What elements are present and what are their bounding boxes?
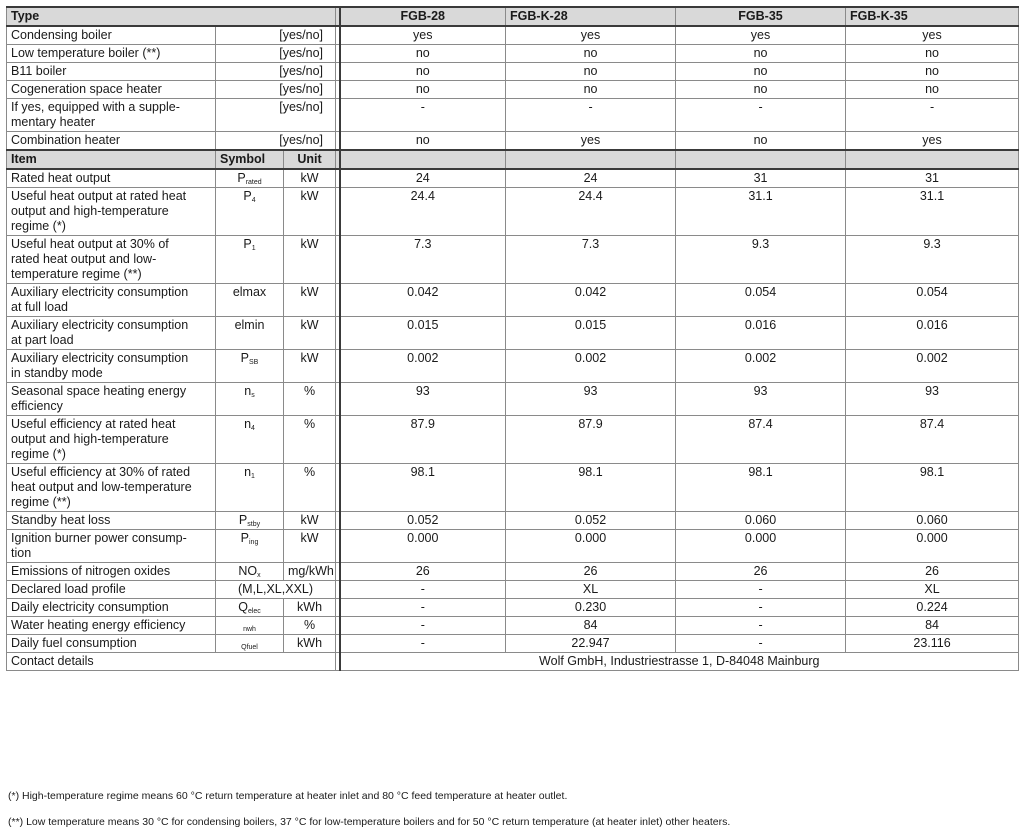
type-row-value: -	[676, 99, 846, 132]
item-label	[7, 581, 216, 599]
item-value: 87.4	[846, 416, 1019, 464]
item-symbol	[216, 284, 284, 317]
item-value: 0.224	[846, 599, 1019, 617]
item-value: 31.1	[846, 188, 1019, 236]
item-symbol	[216, 581, 336, 599]
item-value: 87.9	[506, 416, 676, 464]
item-value: 0.002	[340, 350, 506, 383]
type-row-value: no	[340, 81, 506, 99]
item-value: -	[340, 581, 506, 599]
item-value: 9.3	[676, 236, 846, 284]
item-symbol-subscript: 1	[251, 245, 256, 252]
item-value: 0.016	[676, 317, 846, 350]
type-row-value: no	[676, 63, 846, 81]
item-label-line: Daily fuel consumption	[11, 636, 137, 650]
item-value: 0.060	[846, 512, 1019, 530]
item-symbol-main: P	[238, 513, 248, 527]
item-unit: %	[284, 416, 336, 464]
item-value: 0.052	[506, 512, 676, 530]
item-symbol-subscript: 1	[251, 473, 255, 480]
item-value: 93	[340, 383, 506, 416]
item-value: -	[340, 635, 506, 653]
item-label	[7, 599, 216, 617]
item-value: 0.016	[846, 317, 1019, 350]
item-value: 7.3	[340, 236, 506, 284]
item-label	[7, 317, 216, 350]
item-row	[7, 383, 1019, 416]
item-label	[7, 284, 216, 317]
item-symbol-subscript: rated	[245, 179, 262, 186]
type-row-value: no	[506, 81, 676, 99]
item-unit: kWh	[284, 599, 336, 617]
item-symbol	[216, 530, 284, 563]
item-symbol-subscript: elec	[247, 608, 261, 615]
item-symbol-main: elmax	[232, 285, 267, 299]
item-unit: kW	[284, 284, 336, 317]
item-label	[7, 563, 216, 581]
item-value: 24	[340, 169, 506, 188]
type-row-value: no	[846, 63, 1019, 81]
item-header-blank	[676, 150, 846, 169]
item-symbol-main: Q	[238, 600, 248, 614]
item-value: 31.1	[676, 188, 846, 236]
type-row-unit: [yes/no]	[216, 99, 336, 132]
item-symbol-subscript: Qfuel	[241, 644, 258, 651]
item-symbol	[216, 563, 284, 581]
item-row	[7, 617, 1019, 635]
item-unit: kW	[284, 317, 336, 350]
item-label-line: regime (*)	[11, 447, 66, 461]
item-value: 0.002	[846, 350, 1019, 383]
item-row	[7, 512, 1019, 530]
type-row-unit: [yes/no]	[216, 132, 336, 151]
type-row	[7, 99, 1019, 132]
type-row-unit: [yes/no]	[216, 81, 336, 99]
item-symbol-subscript: SB	[249, 359, 259, 366]
item-value: 22.947	[506, 635, 676, 653]
item-value: 0.054	[846, 284, 1019, 317]
item-row	[7, 350, 1019, 383]
item-label-line: Auxiliary electricity consumption	[11, 351, 189, 365]
item-header-blank	[506, 150, 676, 169]
item-row	[7, 581, 1019, 599]
item-symbol-subscript: nwh	[243, 626, 256, 633]
item-value: 24.4	[506, 188, 676, 236]
item-label-line: efficiency	[11, 399, 63, 413]
item-unit: %	[284, 383, 336, 416]
item-value: 26	[846, 563, 1019, 581]
item-label	[7, 530, 216, 563]
item-symbol-main: P	[240, 351, 249, 365]
type-row-value: no	[506, 45, 676, 63]
item-symbol	[216, 512, 284, 530]
item-label	[7, 169, 216, 188]
item-row	[7, 236, 1019, 284]
item-value: 98.1	[340, 464, 506, 512]
item-unit: %	[284, 464, 336, 512]
item-row	[7, 317, 1019, 350]
item-value: 0.054	[676, 284, 846, 317]
item-value: -	[340, 617, 506, 635]
type-row-value: no	[340, 63, 506, 81]
type-row-unit: [yes/no]	[216, 45, 336, 63]
model-header-fgb-k-28: FGB-K-28	[506, 7, 676, 26]
type-row	[7, 63, 1019, 81]
type-row-value: yes	[340, 26, 506, 45]
item-value: 24.4	[340, 188, 506, 236]
item-symbol	[216, 383, 284, 416]
item-label-line: at full load	[11, 300, 68, 314]
item-unit: kW	[284, 236, 336, 284]
item-value: 0.060	[676, 512, 846, 530]
item-row	[7, 464, 1019, 512]
item-symbol-subscript: 4	[251, 425, 255, 432]
item-value: 26	[506, 563, 676, 581]
type-row-value: no	[676, 132, 846, 151]
item-label-line: Rated heat output	[11, 171, 111, 185]
item-label-line: Daily electricity consumption	[11, 600, 169, 614]
item-label	[7, 383, 216, 416]
footnote-low-temperature: (**) Low temperature means 30 °C for condensing boilers, 37 °C for low-temperature boilers and for 50 °C return temperature (at heater inlet) other heaters.	[8, 816, 731, 828]
item-value: 0.002	[506, 350, 676, 383]
item-label-line: regime (*)	[11, 219, 66, 233]
item-label	[7, 635, 216, 653]
item-label-line: at part load	[11, 333, 74, 347]
item-unit: %	[284, 617, 336, 635]
item-row	[7, 635, 1019, 653]
footnote-high-temperature: (*) High-temperature regime means 60 °C return temperature at heater inlet and 80 °C feed temperature at heater outlet.	[8, 790, 568, 802]
item-value: 23.116	[846, 635, 1019, 653]
item-value: -	[676, 635, 846, 653]
item-label-line: output and high-temperature	[11, 432, 169, 446]
item-value: 0.015	[340, 317, 506, 350]
item-value: 24	[506, 169, 676, 188]
item-value: XL	[506, 581, 676, 599]
item-row	[7, 563, 1019, 581]
item-label-line: Useful heat output at rated heat	[11, 189, 187, 203]
type-header-row	[7, 7, 1019, 26]
item-value: -	[676, 617, 846, 635]
item-label	[7, 188, 216, 236]
type-row-value: no	[846, 45, 1019, 63]
item-header-blank	[340, 150, 506, 169]
type-row-value: no	[340, 132, 506, 151]
item-value: 93	[846, 383, 1019, 416]
item-value: 26	[676, 563, 846, 581]
item-header-label: Item	[7, 150, 216, 169]
type-row-label-line: mentary heater	[11, 115, 96, 129]
type-header-label: Type	[7, 7, 336, 26]
item-symbol-main: P	[237, 171, 246, 185]
type-row-value: no	[846, 81, 1019, 99]
item-row	[7, 530, 1019, 563]
item-label-line: rated heat output and low-	[11, 252, 157, 266]
item-symbol-subscript: x	[257, 572, 261, 579]
type-row-value: -	[340, 99, 506, 132]
item-value: 84	[846, 617, 1019, 635]
model-header-fgb-k-35: FGB-K-35	[846, 7, 1019, 26]
type-row-label: Combination heater	[7, 132, 216, 151]
item-unit: kW	[284, 188, 336, 236]
item-value: 0.042	[340, 284, 506, 317]
item-value: 7.3	[506, 236, 676, 284]
item-label-line: Water heating energy efficiency	[11, 618, 186, 632]
item-value: 0.000	[676, 530, 846, 563]
item-value: 98.1	[676, 464, 846, 512]
item-value: -	[340, 599, 506, 617]
item-symbol	[216, 416, 284, 464]
item-value: 9.3	[846, 236, 1019, 284]
type-row-value: no	[340, 45, 506, 63]
item-value: 0.000	[506, 530, 676, 563]
item-label-line: Useful efficiency at rated heat	[11, 417, 176, 431]
type-row	[7, 81, 1019, 99]
item-row	[7, 284, 1019, 317]
type-row	[7, 26, 1019, 45]
type-row-label: B11 boiler	[7, 63, 216, 81]
item-value: -	[676, 599, 846, 617]
item-symbol-main: P	[243, 189, 252, 203]
item-value: -	[676, 581, 846, 599]
item-symbol-subscript: 4	[251, 197, 256, 204]
item-symbol-main: P	[243, 237, 252, 251]
item-symbol-main: n	[244, 417, 252, 431]
model-header-fgb-28: FGB-28	[340, 7, 506, 26]
item-unit: kWh	[284, 635, 336, 653]
item-value: 26	[340, 563, 506, 581]
erp-data-table	[6, 6, 1019, 671]
item-value: 93	[506, 383, 676, 416]
item-label	[7, 512, 216, 530]
item-label-line: output and high-temperature	[11, 204, 169, 218]
item-value: 93	[676, 383, 846, 416]
item-row	[7, 416, 1019, 464]
item-value: 87.4	[676, 416, 846, 464]
type-row-label	[7, 99, 216, 132]
item-value: 87.9	[340, 416, 506, 464]
item-label-line: Declared load profile	[11, 582, 126, 596]
item-value: 0.230	[506, 599, 676, 617]
item-row	[7, 188, 1019, 236]
item-value: 0.000	[846, 530, 1019, 563]
item-row	[7, 169, 1019, 188]
item-row	[7, 599, 1019, 617]
item-label-line: Standby heat loss	[11, 513, 111, 527]
item-unit: kW	[284, 350, 336, 383]
item-unit: kW	[284, 169, 336, 188]
item-value: 98.1	[846, 464, 1019, 512]
item-symbol-main: elmin	[234, 318, 265, 332]
item-value: 31	[846, 169, 1019, 188]
type-row-value: no	[506, 63, 676, 81]
item-symbol-main: n	[244, 384, 252, 398]
item-label	[7, 236, 216, 284]
type-row	[7, 45, 1019, 63]
item-label	[7, 617, 216, 635]
item-symbol-main: n	[244, 465, 252, 479]
item-header-row	[7, 150, 1019, 169]
item-symbol-subscript: s	[251, 392, 255, 399]
type-row-label: Low temperature boiler (**)	[7, 45, 216, 63]
item-symbol	[216, 169, 284, 188]
item-symbol	[216, 464, 284, 512]
item-value: 0.000	[340, 530, 506, 563]
item-label-line: regime (**)	[11, 495, 71, 509]
contact-label: Contact details	[7, 653, 336, 671]
item-symbol-main: P	[240, 531, 249, 545]
item-header-blank	[846, 150, 1019, 169]
item-label-line: Useful efficiency at 30% of rated	[11, 465, 191, 479]
type-row-value: no	[676, 45, 846, 63]
item-value: 0.002	[676, 350, 846, 383]
contact-value: Wolf GmbH, Industriestrasse 1, D-84048 Mainburg	[340, 653, 1019, 671]
item-label-line: Auxiliary electricity consumption	[11, 318, 189, 332]
type-row-value: yes	[506, 26, 676, 45]
item-label-line: heat output and low-temperature	[11, 480, 192, 494]
type-row-label-line: If yes, equipped with a supple-	[11, 100, 180, 114]
item-value: 0.042	[506, 284, 676, 317]
item-symbol	[216, 236, 284, 284]
type-row-value: yes	[846, 132, 1019, 151]
item-value: XL	[846, 581, 1019, 599]
item-symbol	[216, 599, 284, 617]
item-unit: kW	[284, 512, 336, 530]
contact-row	[7, 653, 1019, 671]
item-symbol-subscript: ing	[249, 539, 259, 546]
type-row-unit: [yes/no]	[216, 26, 336, 45]
type-row-label: Cogeneration space heater	[7, 81, 216, 99]
item-label-line: Useful heat output at 30% of	[11, 237, 169, 251]
type-row	[7, 132, 1019, 151]
item-value: 84	[506, 617, 676, 635]
type-row-value: -	[846, 99, 1019, 132]
item-label-line: temperature regime (**)	[11, 267, 142, 281]
type-row-value: -	[506, 99, 676, 132]
item-value: 0.052	[340, 512, 506, 530]
item-value: 0.015	[506, 317, 676, 350]
item-symbol	[216, 635, 284, 653]
item-symbol	[216, 617, 284, 635]
item-unit: kW	[284, 530, 336, 563]
item-symbol-main: (M,L,XL,XXL)	[238, 582, 314, 596]
item-label-line: in standby mode	[11, 366, 103, 380]
item-symbol-subscript: stby	[247, 521, 261, 528]
item-label	[7, 416, 216, 464]
item-label-line: Seasonal space heating energy	[11, 384, 187, 398]
type-row-value: no	[676, 81, 846, 99]
unit-header-label: Unit	[284, 150, 336, 169]
item-symbol	[216, 317, 284, 350]
item-symbol	[216, 350, 284, 383]
type-row-value: yes	[676, 26, 846, 45]
item-symbol	[216, 188, 284, 236]
type-row-label: Condensing boiler	[7, 26, 216, 45]
item-value: 31	[676, 169, 846, 188]
item-label	[7, 350, 216, 383]
item-label-line: tion	[11, 546, 32, 560]
item-label-line: Ignition burner power consump-	[11, 531, 187, 545]
item-symbol-main: NO	[238, 564, 258, 578]
item-unit: mg/kWh	[284, 563, 336, 581]
item-label	[7, 464, 216, 512]
model-header-fgb-35: FGB-35	[676, 7, 846, 26]
symbol-header-label: Symbol	[216, 150, 284, 169]
item-value: 98.1	[506, 464, 676, 512]
type-row-value: yes	[506, 132, 676, 151]
type-row-value: yes	[846, 26, 1019, 45]
item-label-line: Auxiliary electricity consumption	[11, 285, 189, 299]
item-label-line: Emissions of nitrogen oxides	[11, 564, 171, 578]
type-row-unit: [yes/no]	[216, 63, 336, 81]
